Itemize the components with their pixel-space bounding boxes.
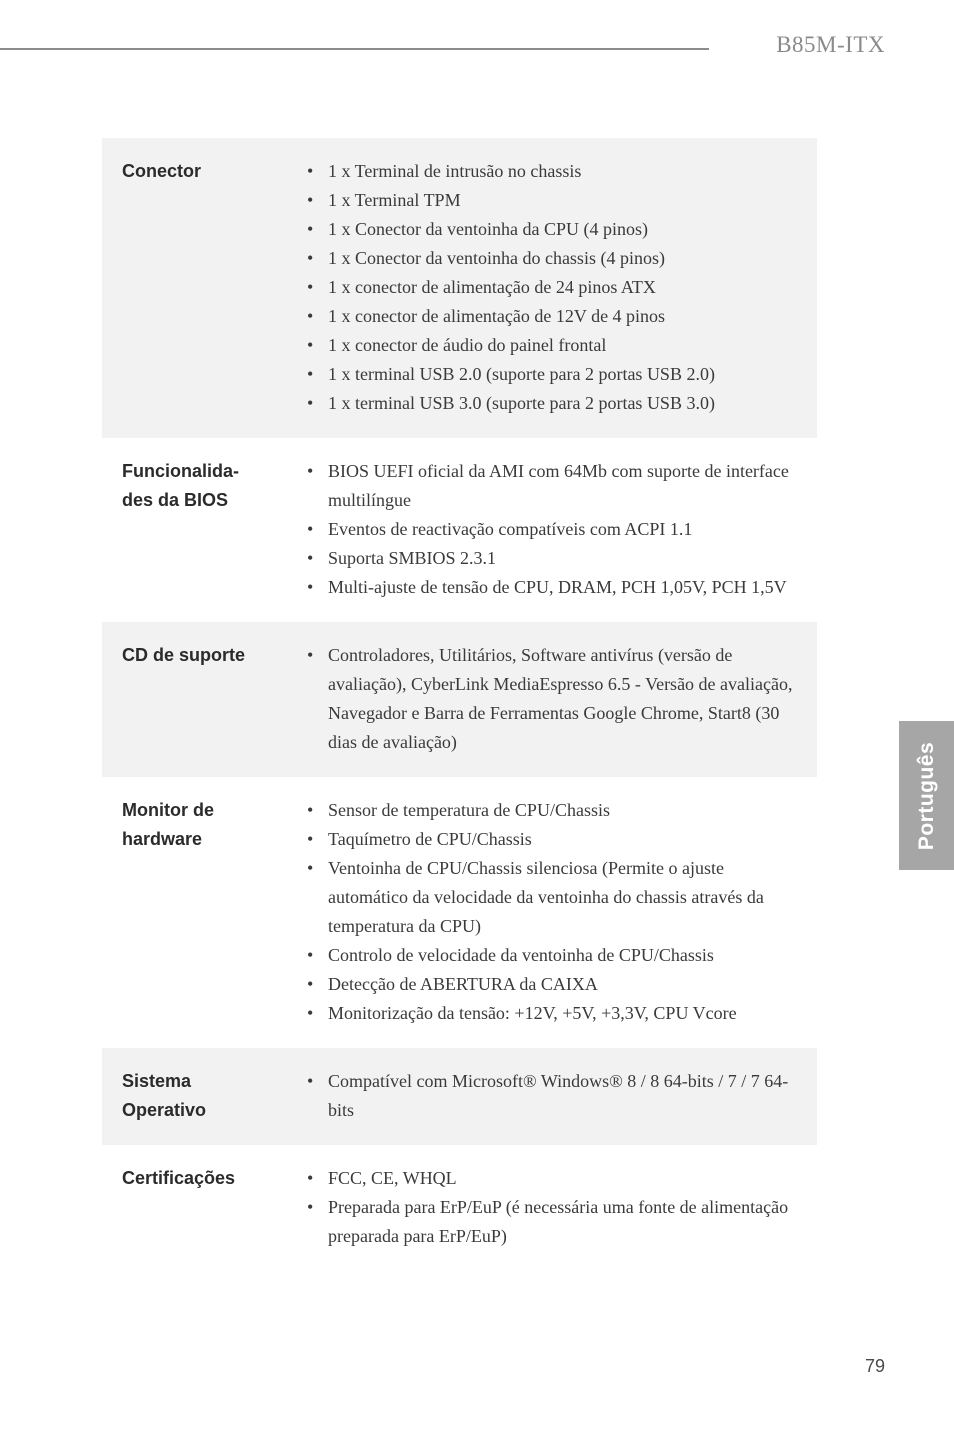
spec-row-conector [102, 138, 817, 438]
list-item-text: Eventos de reactivação compatíveis com ACPI 1.1 [328, 519, 693, 539]
spec-label [102, 641, 300, 757]
spec-label-line: des da BIOS [122, 490, 229, 510]
language-side-tab-label: Português [914, 741, 938, 850]
spec-label-line: Monitor de [122, 800, 214, 820]
list-item [300, 1164, 817, 1193]
spec-label-line: CD de suporte [122, 645, 246, 665]
header-model-name: B85M-ITX [776, 32, 885, 57]
spec-label [102, 157, 300, 418]
spec-list [300, 641, 817, 757]
spec-row-os [102, 1048, 817, 1145]
spec-label-line: Funcionalida- [122, 461, 239, 481]
bullet: • [307, 519, 314, 539]
bullet: • [307, 945, 314, 965]
list-item-text: Suporta SMBIOS 2.3.1 [328, 548, 497, 568]
bullet: • [307, 306, 314, 326]
list-item-text: Controladores, Utilitários, Software antivírus (versão de avaliação), CyberLink MediaEspresso 6.5 - Versão de avaliação, Navegador e Barra de Ferramentas Google Chrome, Start8 (30 dias de avaliação) [328, 645, 793, 752]
list-item [300, 941, 817, 970]
list-item-text: Taquímetro de CPU/Chassis [328, 829, 532, 849]
bullet: • [307, 800, 314, 820]
list-item [300, 999, 817, 1028]
bullet: • [307, 393, 314, 413]
list-item [300, 215, 817, 244]
list-item-text: Controlo de velocidade da ventoinha de CPU/Chassis [328, 945, 714, 965]
spec-list [300, 1164, 817, 1251]
spec-list [300, 157, 817, 418]
list-item [300, 186, 817, 215]
bullet: • [307, 1168, 314, 1188]
list-item [300, 360, 817, 389]
list-item-text: 1 x conector de áudio do painel frontal [328, 335, 607, 355]
bullet: • [307, 829, 314, 849]
bullet: • [307, 548, 314, 568]
list-item-text: Compatível com Microsoft® Windows® 8 / 8 64-bits / 7 / 7 64-bits [328, 1071, 789, 1120]
list-item-text: Monitorização da tensão: +12V, +5V, +3,3V, CPU Vcore [328, 1003, 737, 1023]
spec-label [102, 457, 300, 602]
bullet: • [307, 645, 314, 665]
list-item [300, 302, 817, 331]
bullet: • [307, 1071, 314, 1091]
bullet: • [307, 364, 314, 384]
list-item [300, 331, 817, 360]
list-item-text: Detecção de ABERTURA da CAIXA [328, 974, 598, 994]
bullet: • [307, 161, 314, 181]
list-item [300, 825, 817, 854]
bullet: • [307, 461, 314, 481]
list-item [300, 273, 817, 302]
header-rule [0, 48, 709, 50]
list-item [300, 970, 817, 999]
list-item [300, 457, 817, 515]
list-item-text: 1 x terminal USB 3.0 (suporte para 2 portas USB 3.0) [328, 393, 715, 413]
spec-label [102, 796, 300, 1028]
page-number: 79 [864, 1356, 885, 1376]
list-item [300, 157, 817, 186]
spec-label-line: Certificações [122, 1168, 236, 1188]
list-item [300, 1067, 817, 1125]
spec-label-line: Operativo [122, 1100, 207, 1120]
list-item-text: 1 x Conector da ventoinha do chassis (4 pinos) [328, 248, 665, 268]
bullet: • [307, 248, 314, 268]
spec-label [102, 1164, 300, 1251]
list-item-text: 1 x terminal USB 2.0 (suporte para 2 portas USB 2.0) [328, 364, 715, 384]
spec-label-line: Conector [122, 161, 202, 181]
list-item [300, 389, 817, 418]
list-item-text: 1 x Terminal de intrusão no chassis [328, 161, 582, 181]
spec-row-bios [102, 438, 817, 622]
bullet: • [307, 190, 314, 210]
list-item-text: 1 x Conector da ventoinha da CPU (4 pinos) [328, 219, 648, 239]
language-side-tab [899, 721, 954, 870]
spec-table [102, 138, 817, 1271]
list-item [300, 515, 817, 544]
list-item-text: Multi-ajuste de tensão de CPU, DRAM, PCH 1,05V, PCH 1,5V [328, 577, 787, 597]
spec-label-line: Sistema [122, 1071, 192, 1091]
list-item-text: 1 x Terminal TPM [328, 190, 461, 210]
list-item [300, 544, 817, 573]
bullet: • [307, 974, 314, 994]
list-item [300, 244, 817, 273]
list-item-text: BIOS UEFI oficial da AMI com 64Mb com suporte de interface multilíngue [328, 461, 789, 510]
bullet: • [307, 1003, 314, 1023]
list-item [300, 641, 817, 757]
bullet: • [307, 1197, 314, 1217]
list-item [300, 1193, 817, 1251]
bullet: • [307, 219, 314, 239]
spec-row-certifications [102, 1145, 817, 1271]
bullet: • [307, 858, 314, 878]
bullet: • [307, 277, 314, 297]
list-item-text: Sensor de temperatura de CPU/Chassis [328, 800, 610, 820]
spec-row-hardware-monitor [102, 777, 817, 1048]
list-item-text: 1 x conector de alimentação de 12V de 4 pinos [328, 306, 666, 326]
spec-list [300, 457, 817, 602]
spec-list [300, 1067, 817, 1125]
list-item [300, 796, 817, 825]
list-item [300, 573, 817, 602]
list-item-text: Ventoinha de CPU/Chassis silenciosa (Permite o ajuste automático da velocidade da ventoinha do chassis através da temperatura da CPU) [328, 858, 764, 936]
spec-list [300, 796, 817, 1028]
bullet: • [307, 335, 314, 355]
spec-label-line: hardware [122, 829, 203, 849]
list-item-text: Preparada para ErP/EuP (é necessária uma fonte de alimentação preparada para ErP/EuP) [328, 1197, 789, 1246]
spec-label [102, 1067, 300, 1125]
list-item-text: FCC, CE, WHQL [328, 1168, 457, 1188]
list-item [300, 854, 817, 941]
list-item-text: 1 x conector de alimentação de 24 pinos ATX [328, 277, 656, 297]
spec-row-support-cd [102, 622, 817, 777]
bullet: • [307, 577, 314, 597]
